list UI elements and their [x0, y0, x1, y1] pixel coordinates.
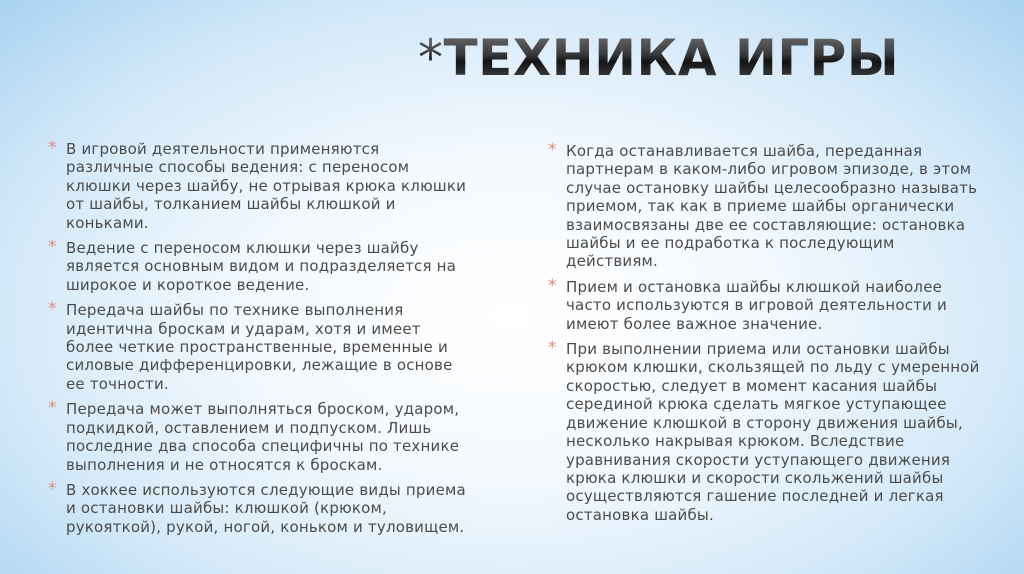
text-line: серединой крюка сделать мягкое уступающее	[566, 395, 947, 414]
text-line: ее точности.	[66, 374, 169, 393]
bullet-item	[44, 140, 490, 232]
text-line: подкидкой, оставлением и подпуском. Лишь	[66, 418, 432, 437]
text-line: шайбы и ее подработка к последующим	[566, 234, 895, 253]
text-line: Ведение с переносом клюшки через шайбу	[66, 239, 419, 258]
text-line: и остановки шайбы: клюшкой (крюком,	[66, 499, 387, 518]
text-line: крюка клюшки и скорости скольжений шайбы	[566, 468, 944, 487]
bullet-item	[44, 301, 490, 393]
left-column	[44, 140, 490, 543]
text-line: клюшки через шайбу, не отрывая крюка клюшки	[66, 176, 467, 195]
title-text: ТЕХНИКА ИГРЫ	[443, 29, 900, 87]
text-line: случае остановку шайбы целесообразно называть	[566, 178, 978, 197]
bullet-item	[44, 239, 490, 294]
text-line: идентична броскам и ударам, хотя и имеет	[66, 319, 421, 338]
asterisk-bullet-icon: *	[548, 338, 557, 359]
text-line: Прием и остановка шайбы клюшкой наиболее	[566, 277, 943, 296]
text-line: Когда останавливается шайба, переданная	[566, 142, 923, 160]
text-line: В хоккее используются следующие виды приема	[66, 480, 466, 499]
text-line: Передача шайбы по технике выполнения	[66, 301, 404, 320]
text-line: крюком клюшки, скользящей по льду с умеренной	[566, 358, 980, 377]
text-line: осуществляются гашение последней и легкая	[566, 487, 944, 506]
bullet-item	[44, 478, 490, 536]
text-line: взаимосвязаны две ее составляющие: остановка	[566, 215, 966, 234]
asterisk-bullet-icon: *	[48, 138, 57, 158]
text-line: имеют более важное значение.	[566, 314, 823, 333]
text-line: последние два способа специфичны по технике	[66, 437, 460, 456]
text-line: действиям.	[566, 252, 659, 271]
right-column	[544, 142, 984, 531]
asterisk-bullet-icon: *	[48, 478, 57, 499]
text-line: движение клюшкой в сторону движения шайбы,	[566, 413, 963, 432]
text-line: широкое и короткое ведение.	[66, 275, 310, 294]
text-line: партнерам в каком-либо игровом эпизоде, в этом	[566, 160, 972, 179]
text-line: остановка шайбы.	[566, 505, 714, 524]
text-line: Передача может выполняться броском, ударом,	[66, 400, 460, 419]
slide-title	[418, 20, 899, 96]
bullet-item	[44, 400, 490, 474]
text-line: часто используются в игровой деятельности и	[566, 296, 947, 315]
text-line: коньками.	[66, 213, 149, 232]
bullet-item	[544, 275, 984, 333]
text-line: является основным видом и подразделяется на	[66, 257, 457, 276]
text-line: уравнивания скорости уступающего движения	[566, 450, 951, 469]
asterisk-bullet-icon: *	[548, 140, 557, 160]
text-line: рукояткой), рукой, ногой, коньком и туловищем.	[66, 517, 465, 536]
text-line: При выполнении приема или остановки шайбы	[566, 340, 950, 359]
asterisk-bullet-icon: *	[48, 299, 57, 320]
bullet-item	[544, 340, 984, 524]
text-line: более четкие пространственные, временные и	[66, 338, 448, 357]
title-star: *	[418, 29, 444, 87]
asterisk-bullet-icon: *	[48, 398, 57, 419]
text-line: приемом, так как в приеме шайбы органически	[566, 197, 955, 216]
text-line: силовые дифференцировки, лежащие в основе	[66, 356, 453, 375]
text-line: выполнения и не относятся к броскам.	[66, 455, 383, 474]
text-line: различные способы ведения: с переносом	[66, 158, 410, 177]
text-line: несколько накрывая крюком. Вследствие	[566, 432, 905, 451]
text-line: В игровой деятельности применяются	[66, 140, 380, 158]
asterisk-bullet-icon: *	[548, 275, 557, 296]
text-line: от шайбы, толканием шайбы клюшкой и	[66, 195, 396, 214]
asterisk-bullet-icon: *	[48, 237, 57, 258]
bullet-item	[544, 142, 984, 271]
text-line: скоростью, следует в момент касания шайбы	[566, 376, 938, 395]
